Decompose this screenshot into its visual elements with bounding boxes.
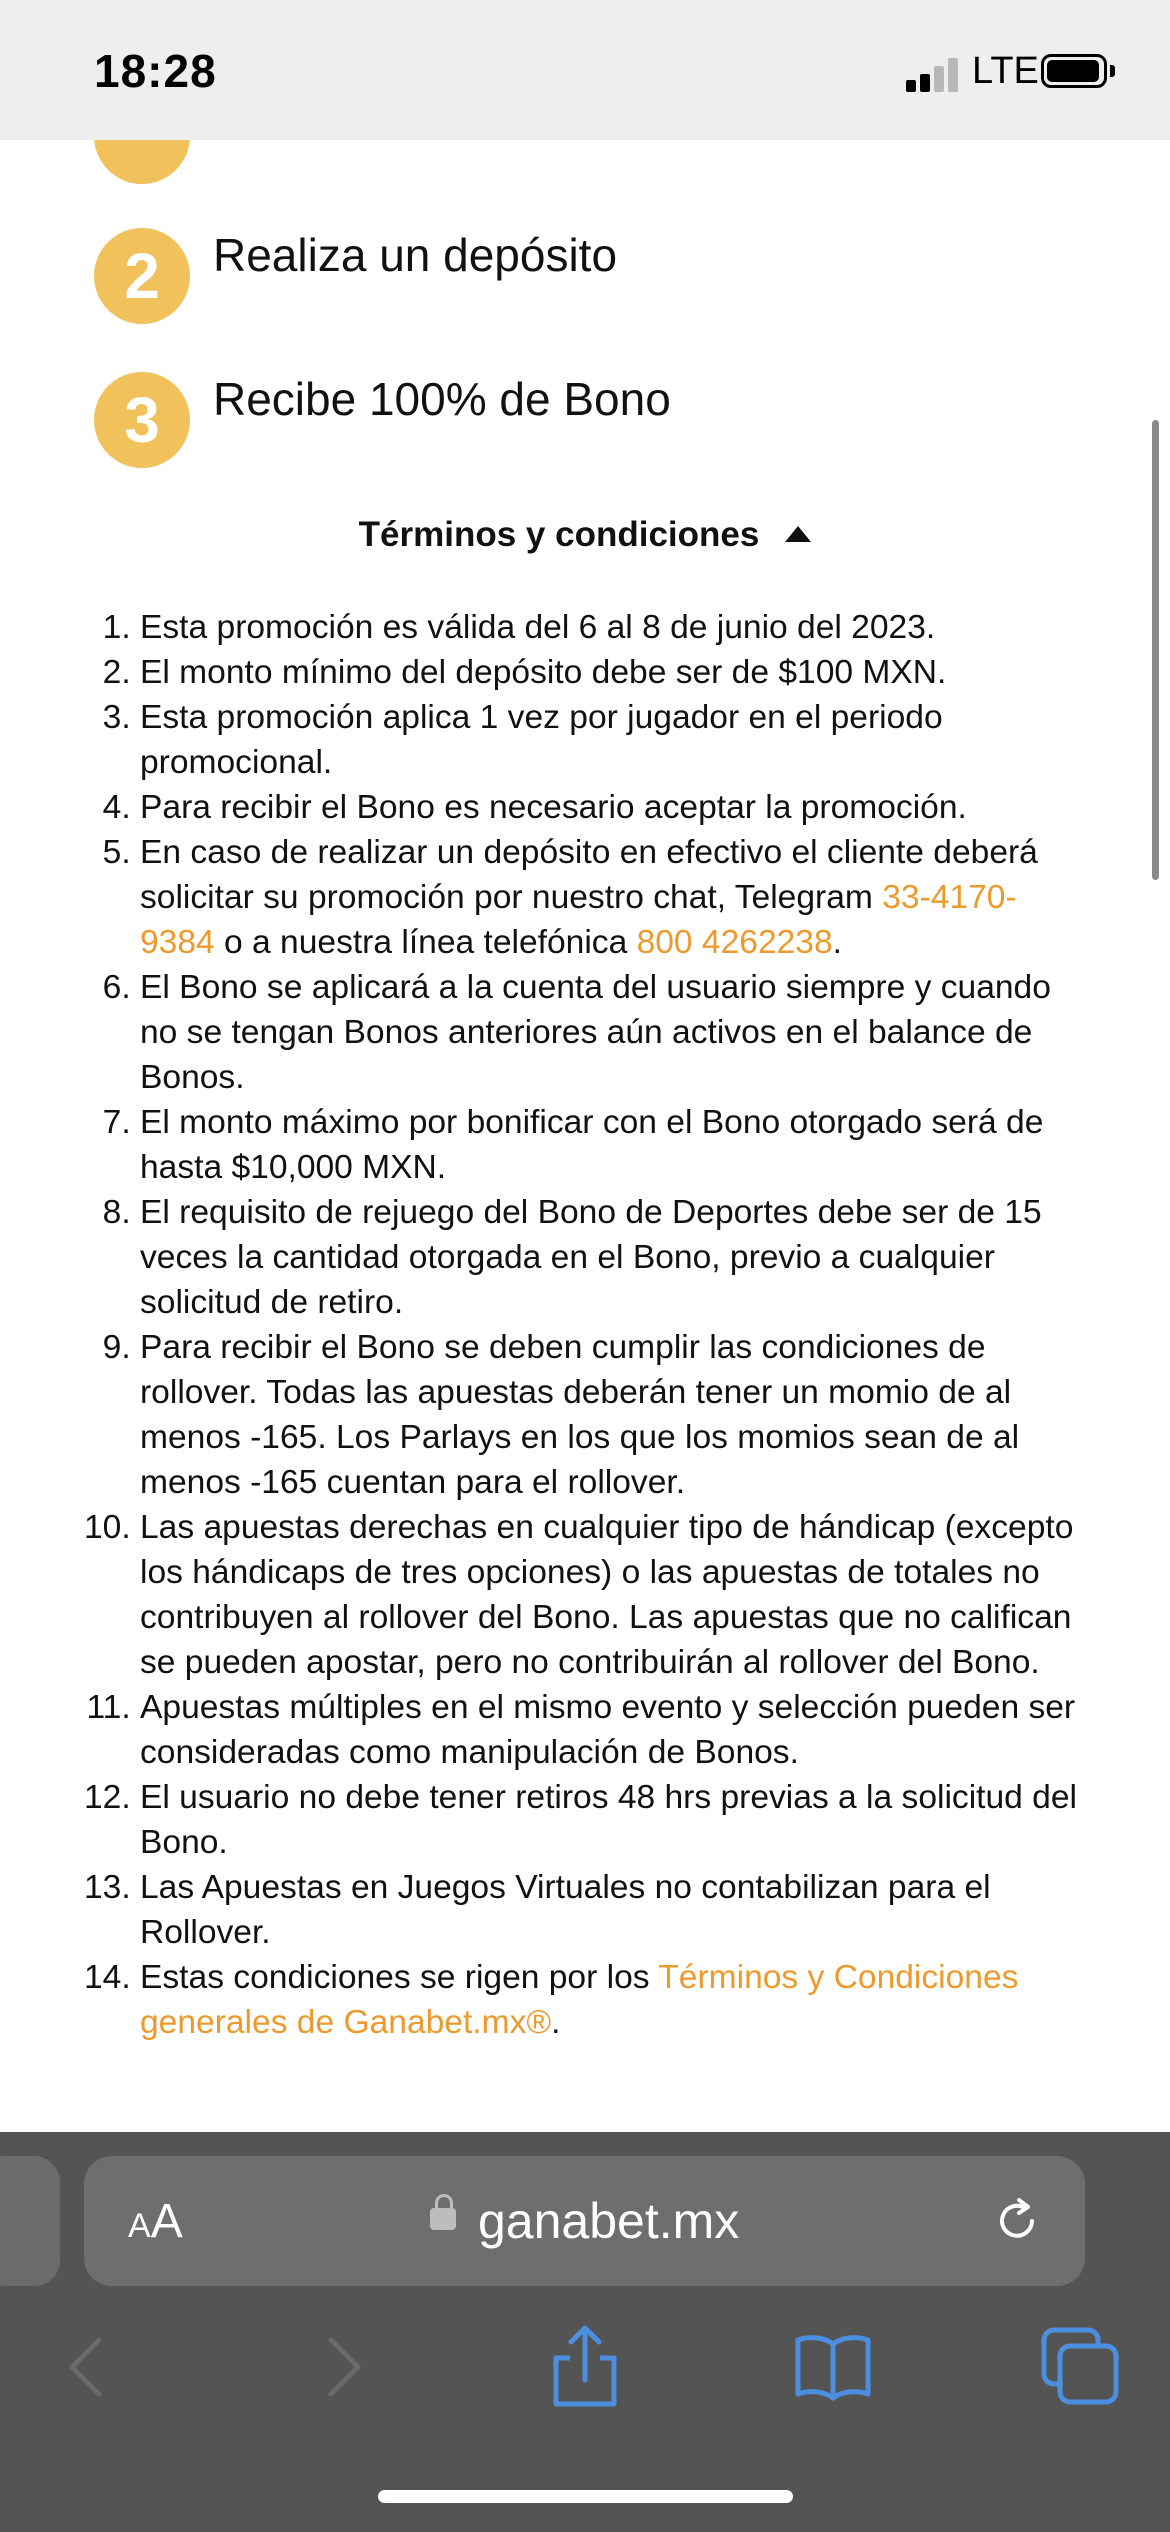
terms-item <box>140 1955 1090 2045</box>
share-icon[interactable] <box>540 2322 630 2412</box>
url-text: ganabet.mx <box>478 2193 740 2249</box>
terms-item: 7. El monto máximo por bonificar con el Bono otorgado será de hasta $10,000 MXN. <box>140 1100 1090 1190</box>
reload-icon[interactable] <box>992 2196 1042 2246</box>
general-terms-link[interactable]: Términos y Condiciones generales de Ganabet.mx® <box>140 1959 1019 2041</box>
lock-icon <box>430 2208 456 2230</box>
terms-item: 4. Para recibir el Bono es necesario aceptar la promoción. <box>140 785 1090 830</box>
phone-line-link[interactable]: 800 4262238 <box>636 924 833 961</box>
browser-toolbar <box>0 2132 1170 2532</box>
caret-up-icon <box>785 526 811 542</box>
signal-strength-icon <box>906 56 958 92</box>
home-indicator[interactable] <box>378 2490 793 2503</box>
step-3-badge: 3 <box>94 372 190 468</box>
status-time: 18:28 <box>94 45 217 97</box>
terms-item: 3. Esta promoción aplica 1 vez por jugador en el periodo promocional. <box>140 695 1090 785</box>
terms-item: 10. Las apuestas derechas en cualquier tipo de hándicap (excepto los hándicaps de tres opciones) o las apuestas de totales no contribuyen al rollover del Bono. Las apuestas que no califican se pueden apostar, pero no contribuirán al rollover del Bono. <box>140 1505 1090 1685</box>
forward-icon[interactable] <box>296 2322 386 2412</box>
terms-item-text: En caso de realizar un depósito en efectivo el cliente deberá solicitar su promoción por nuestro chat, Telegram <box>140 834 1038 916</box>
terms-list <box>140 605 1090 2045</box>
scrollbar[interactable] <box>1152 420 1159 880</box>
previous-tab-peek[interactable] <box>0 2156 60 2286</box>
page-content <box>0 140 1170 2132</box>
terms-item: 9. Para recibir el Bono se deben cumplir las condiciones de rollover. Todas las apuestas deberán tener un momio de al menos -165. Los Parlays en los que los momios sean de al menos -165 cuentan para el rollover. <box>140 1325 1090 1505</box>
terms-item-text: o a nuestra línea telefónica <box>214 924 637 961</box>
terms-item <box>140 830 1090 965</box>
terms-item-text: . <box>832 924 842 961</box>
terms-item: 13. Las Apuestas en Juegos Virtuales no contabilizan para el Rollover. <box>140 1865 1090 1955</box>
terms-item: 8. El requisito de rejuego del Bono de Deportes debe ser de 15 veces la cantidad otorgada en el Bono, previo a cualquier solicitud de retiro. <box>140 1190 1090 1325</box>
network-type: LTE <box>972 50 1039 92</box>
step-2-text: Realiza un depósito <box>213 229 618 281</box>
terms-item: 1. Esta promoción es válida del 6 al 8 de junio del 2023. <box>140 605 1090 650</box>
step-1-badge <box>94 140 190 184</box>
terms-item: 6. El Bono se aplicará a la cuenta del usuario siempre y cuando no se tengan Bonos anteriores aún activos en el balance de Bonos. <box>140 965 1090 1100</box>
terms-item-text: Estas condiciones se rigen por los <box>140 1959 659 1996</box>
step-3-text: Recibe 100% de Bono <box>213 373 671 425</box>
battery-tip <box>1110 65 1115 77</box>
status-bar <box>0 0 1170 140</box>
step-2-badge: 2 <box>94 228 190 324</box>
battery-icon <box>1041 54 1107 88</box>
terms-item: 11. Apuestas múltiples en el mismo evento y selección pueden ser consideradas como manipulación de Bonos. <box>140 1685 1090 1775</box>
address-bar[interactable] <box>84 2156 1085 2286</box>
terms-title: Términos y condiciones <box>358 515 760 554</box>
tabs-icon[interactable] <box>1036 2322 1126 2412</box>
bookmarks-icon[interactable] <box>788 2322 878 2412</box>
text-size-button[interactable]: AA <box>128 2195 183 2248</box>
back-icon[interactable] <box>44 2322 134 2412</box>
terms-item: 12. El usuario no debe tener retiros 48 hrs previas a la solicitud del Bono. <box>140 1775 1090 1865</box>
terms-item-text: . <box>551 2004 561 2041</box>
terms-item: 2. El monto mínimo del depósito debe ser de $100 MXN. <box>140 650 1090 695</box>
telegram-phone-link[interactable]: 33-4170-9384 <box>140 879 1017 961</box>
terms-toggle[interactable] <box>0 515 1170 555</box>
